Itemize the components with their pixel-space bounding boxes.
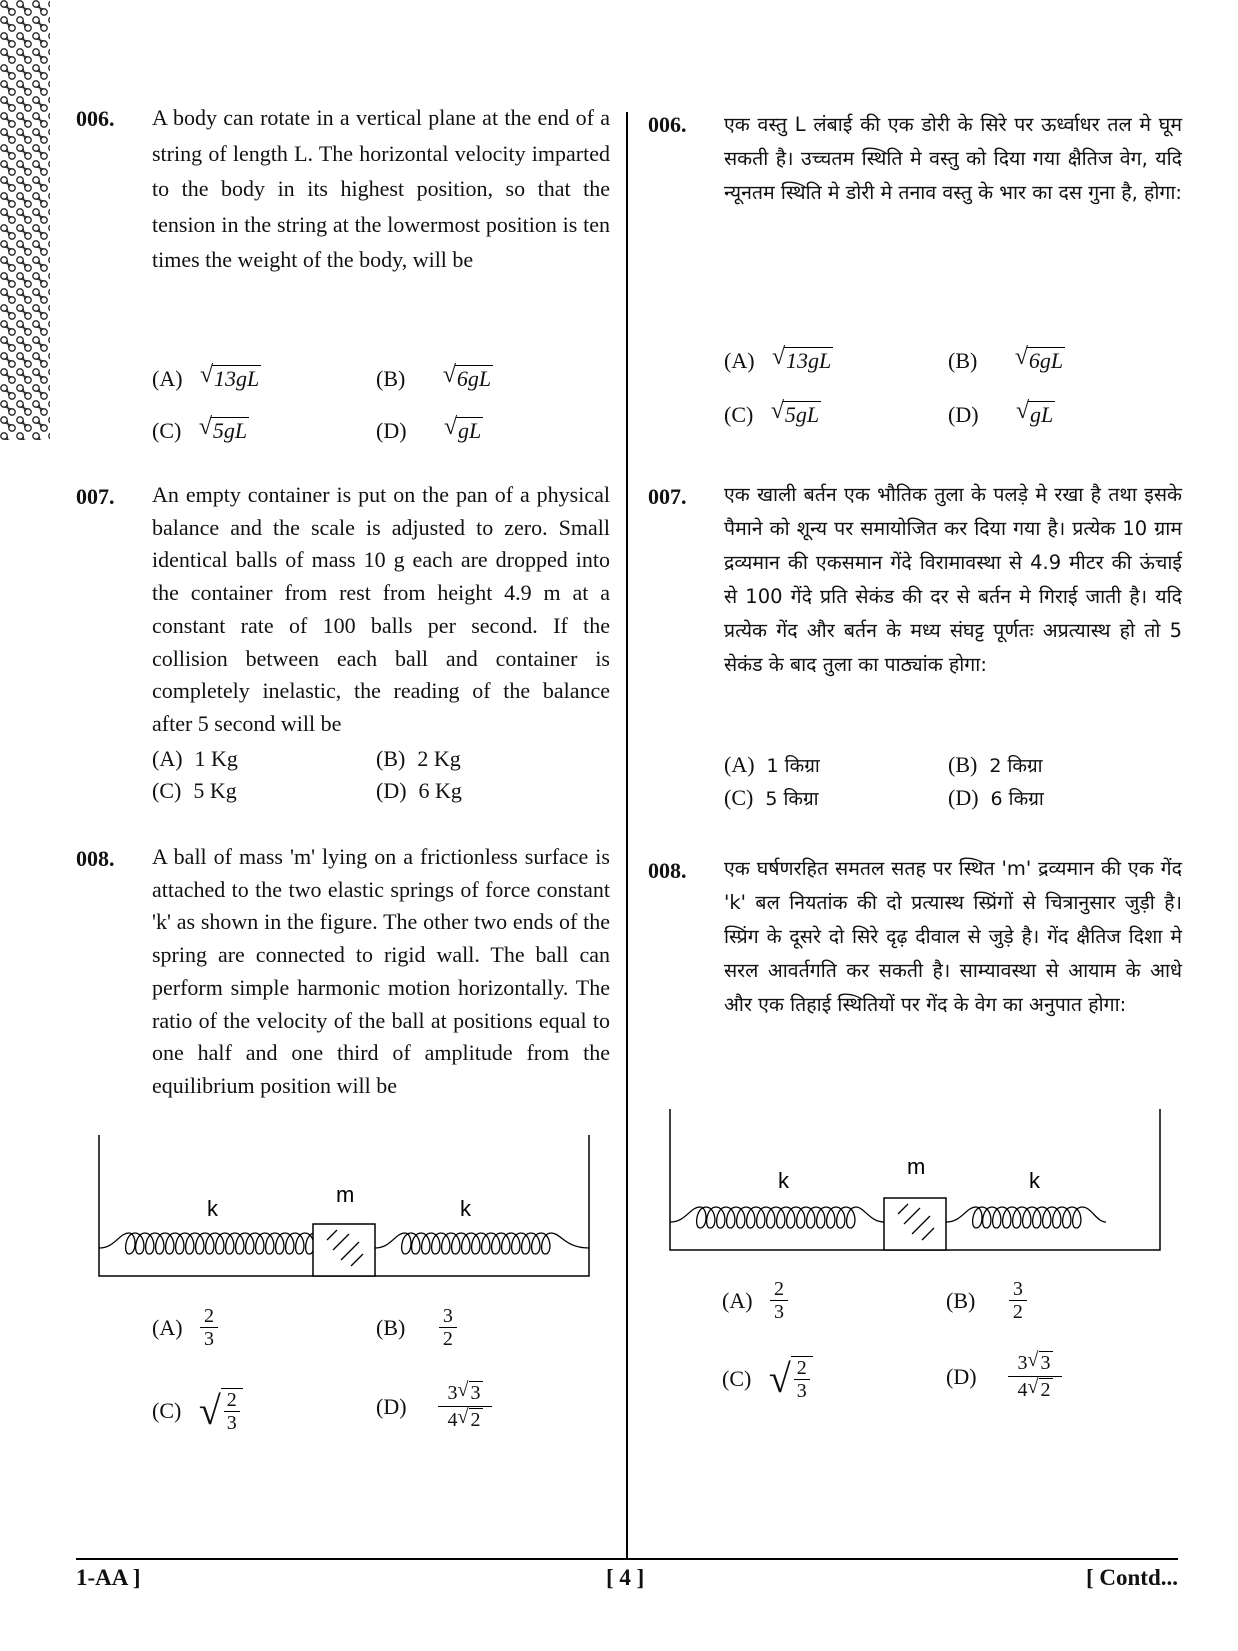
footer-paper-code: 1-AA ] <box>76 1565 141 1590</box>
question-text: एक वस्तु L लंबाई की एक डोरी के सिरे पर ऊर्ध्वाधर तल मे घूम सकती है। उच्चतम स्थिति मे वस्तु को दिया गया क्षैतिज वेग, यदि न्यूनतम स्थिति मे डोरी मे तनाव वस्तु के भार का दस गुना है, होगा: <box>724 113 1182 204</box>
option-c: (C) 5 किग्रा <box>724 785 819 810</box>
option-c: (C) 5 Kg <box>152 778 237 803</box>
question-text: एक खाली बर्तन एक भौतिक तुला के पलड़े मे रखा है तथा इसके पैमाने को शून्य पर समायोजित कर दिया गया है। प्रत्येक 10 ग्राम द्रव्यमान की एकसमान गेंदे विरामावस्था से 4.9 मीटर की ऊंचाई से 100 गेंदे प्रति सेकंड की दर से बर्तन मे गिराई जाती है। यदि प्रत्येक गेंद और बर्तन के मध्य संघट्ट पूर्णतः अप्रत्यास्थ हो तो 5 सेकंड के बाद तुला का पाठ्यांक होगा: <box>724 483 1182 676</box>
option-d: (D) 6 Kg <box>376 778 462 803</box>
q8-hi-option-b: (B) $\frac{3}{2}$ <box>946 1278 1027 1323</box>
question-text: A body can rotate in a vertical plane at the end of a string of length L. The horizontal velocity imparted to the body in its highest position, so that the tension in the string at the lowermost position is ten times the weight of the body, will be <box>152 105 610 272</box>
q8-en-option-b: (B) $\frac{3}{2}$ <box>376 1305 457 1350</box>
column-divider <box>626 112 628 1560</box>
spring-left <box>99 1233 343 1254</box>
footer-rule <box>76 1558 1178 1560</box>
question-number: 007. <box>76 484 115 509</box>
q8-en-option-a: (A) $\frac{2}{3}$ <box>152 1305 218 1350</box>
footer-page-number: [ 4 ] <box>606 1565 645 1590</box>
spring-label-right: k <box>1029 1168 1040 1193</box>
mass-block <box>884 1198 946 1250</box>
spring-label-left: k <box>778 1168 789 1193</box>
footer-continued: [ Contd... <box>1085 1565 1178 1590</box>
option-b: (B) √ 6gL <box>948 344 1064 373</box>
q8-hi-option-a: (A) $\frac{2}{3}$ <box>722 1278 788 1323</box>
question-number: 006. <box>648 112 687 137</box>
q8-en-option-c: (C) √ 2 3 <box>152 1388 243 1434</box>
option-a: (A) √ 13gL <box>152 362 260 391</box>
option-b: (B) √ 6gL <box>376 362 492 391</box>
spring-right <box>375 1233 589 1254</box>
q8-hi-option-d: (D) 3 √ 3 4 √ 2 <box>946 1350 1062 1403</box>
question-number: 008. <box>648 858 687 883</box>
question-text: एक घर्षणरहित समतल सतह पर स्थित 'm' द्रव्यमान की एक गेंद 'k' बल नियतांक की दो प्रत्यास्थ स्प्रिंगों से चित्रानुसार जुड़ी है। स्प्रिंग के दूसरे दो सिरे दृढ़ दीवाल से जुड़े है। गेंद क्षैतिज दिशा मे सरल आवर्तगति कर सकती है। साम्यावस्था से आयाम के आधे और एक तिहाई स्थितियों पर गेंद के वेग का अनुपात होगा: <box>724 857 1182 1016</box>
q8-en-option-d: (D) 3 √ 3 4 √ 2 <box>376 1380 492 1433</box>
option-b: (B) 2 किग्रा <box>948 752 1043 777</box>
mass-block <box>313 1224 375 1276</box>
question-text: A ball of mass 'm' lying on a frictionless surface is attached to the two elastic springs of force constant 'k' as shown in the figure. The other two ends of the spring are connected to rigid wall. The ball can perform simple harmonic motion horizontally. The ratio of the velocity of the ball at positions equal to one half and one third of amplitude from the equilibrium position will be <box>152 844 610 1098</box>
question-number: 008. <box>76 846 115 871</box>
spring-mass-figure-left <box>95 1130 595 1280</box>
option-d: (D) 6 किग्रा <box>948 785 1044 810</box>
question-number: 006. <box>76 106 115 131</box>
question-text: An empty container is put on the pan of a physical balance and the scale is adjusted to zero. Small identical balls of mass 10 g each are dropped into the container from rest from height 4.9 m at a constant rate of 100 balls per second. If the collision between each ball and container is completely inelastic, the reading of the balance after 5 second will be <box>152 482 610 736</box>
spring-label-left: k <box>207 1196 218 1221</box>
option-d: (D) √ gL <box>376 414 482 443</box>
spring-mass-figure-right <box>666 1104 1166 1254</box>
option-a: (A) √ 13gL <box>724 344 832 373</box>
spring-left <box>670 1207 884 1228</box>
option-b: (B) 2 Kg <box>376 746 461 771</box>
q8-hi-option-c: (C) √ 2 3 <box>722 1356 813 1402</box>
decorative-border-pattern <box>0 0 50 440</box>
option-a: (A) 1 Kg <box>152 746 238 771</box>
mass-label: m <box>907 1154 926 1179</box>
mass-label: m <box>336 1182 355 1207</box>
spring-label-right: k <box>460 1196 471 1221</box>
option-d: (D) √ gL <box>948 398 1054 427</box>
option-c: (C) √ 5gL <box>152 414 248 443</box>
spring-right <box>946 1207 1106 1228</box>
option-c: (C) √ 5gL <box>724 398 820 427</box>
option-a: (A) 1 किग्रा <box>724 752 820 777</box>
question-number: 007. <box>648 484 687 509</box>
